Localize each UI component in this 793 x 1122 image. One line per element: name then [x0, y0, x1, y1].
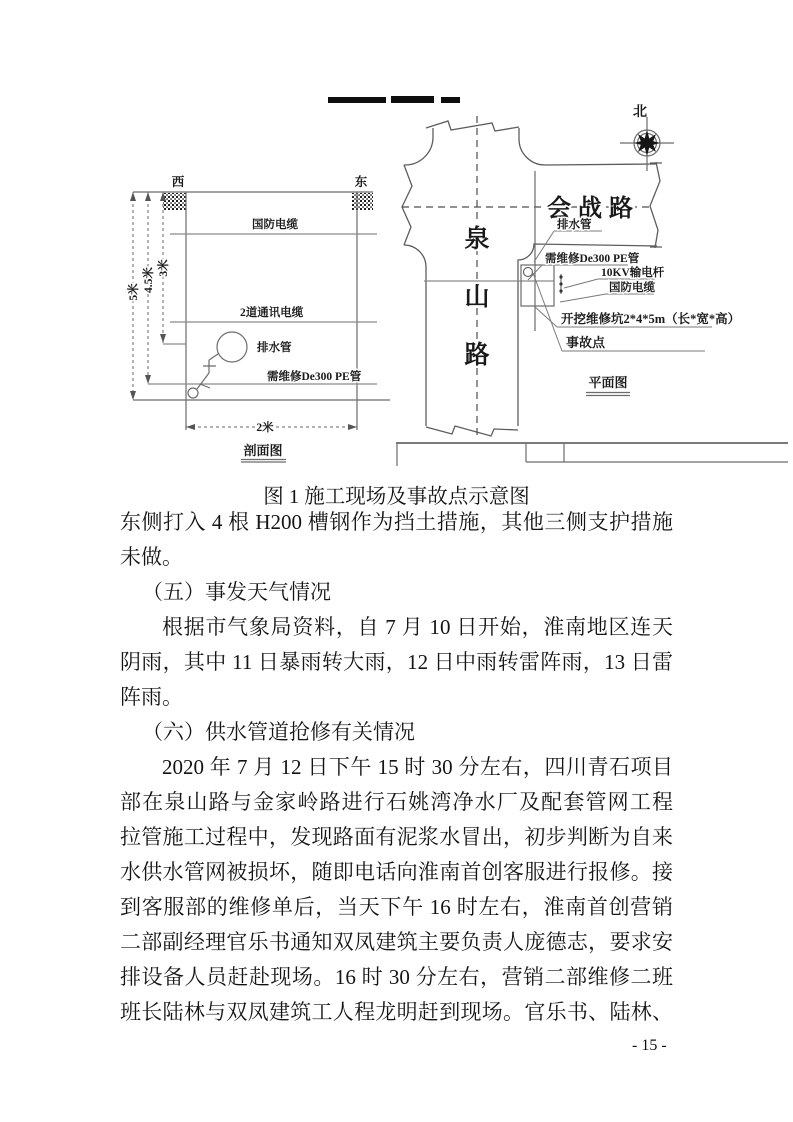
plan-defense-cable-label: 国防电缆	[609, 282, 655, 294]
section-heading-6: （六）供水管道抢修有关情况	[142, 720, 415, 744]
cable-leader	[560, 294, 654, 302]
section-view-title: 剖面图	[243, 443, 283, 458]
plan-view-title: 平面图	[588, 375, 628, 390]
road-break-right	[650, 162, 662, 248]
dim-5m-label: 5米	[128, 283, 140, 301]
page-number: - 15 -	[632, 1037, 667, 1054]
pipe-break-symbol	[188, 354, 218, 398]
accident-point-circle	[524, 268, 533, 277]
plan-drain-label: 排水管	[557, 219, 592, 231]
direction-east-label: 东	[354, 175, 368, 189]
body-line: 2020 年 7 月 12 日下午 15 时 30 分左右，四川青石项目	[162, 755, 673, 779]
power-pole-label: 10KV输电杆	[601, 267, 665, 279]
section-heading-5: （五）事发天气情况	[142, 580, 331, 604]
road-break-top	[426, 121, 519, 131]
defense-cable-label: 国防电缆	[252, 219, 298, 231]
drain-pipe-circle	[217, 332, 247, 362]
repair-pit-label: 开挖维修坑2*4*5m（长*宽*高）	[561, 312, 741, 326]
road-quanshan-char-3: 路	[464, 342, 490, 369]
comm-cable-label: 2道通讯电缆	[240, 307, 304, 319]
figure-1-drawing	[0, 0, 793, 478]
road-quanshan-char-2: 山	[464, 284, 490, 311]
road-break-left	[402, 165, 412, 245]
bottom-band-lines	[396, 443, 788, 466]
body-line: 到客服部的维修单后，当天下午 16 时左右，淮南首创营销	[120, 895, 673, 919]
body-line: 东侧打入 4 根 H200 槽钢作为挡土措施，其他三侧支护措施	[120, 510, 673, 534]
road-break-bottom	[426, 426, 518, 436]
body-line: 二部副经理官乐书通知双凤建筑主要负责人庞德志，要求安	[120, 930, 673, 954]
plan-title-underline	[586, 393, 630, 396]
body-line: 水供水管网被损坏，随即电话向淮南首创客服进行报修。接	[120, 860, 673, 884]
body-line: 部在泉山路与金家岭路进行石姚湾净水厂及配套管网工程	[120, 790, 673, 814]
section-title-underline	[241, 460, 286, 463]
direction-west-label: 西	[171, 175, 185, 189]
body-line: 根据市气象局资料，自 7 月 10 日开始，淮南地区连天	[162, 615, 673, 639]
section-view	[126, 174, 390, 462]
body-line: 拉管施工过程中，发现路面有泥浆水冒出，初步判断为自来	[120, 825, 673, 849]
soil-hatch-right	[352, 193, 373, 210]
body-line: 阴雨，其中 11 日暴雨转大雨，12 日中雨转雷阵雨，13 日雷	[120, 650, 673, 674]
compass-icon	[620, 117, 674, 171]
body-line: 未做。	[120, 545, 183, 569]
accident-point-label: 事故点	[566, 335, 606, 350]
body-line: 阵雨。	[120, 685, 183, 709]
dim-3m-label: 3米	[158, 259, 170, 277]
soil-hatch-left	[163, 193, 186, 210]
body-line: 排设备人员赶赴现场。16 时 30 分左右，营销二部维修二班	[120, 965, 673, 989]
dim-2m-label: 2米	[256, 422, 274, 434]
pe-pipe-label: 需维修De300 PE管	[267, 371, 362, 383]
road-quanshan-char-1: 泉	[464, 226, 490, 253]
dim-4-5m-label: 4.5米	[143, 267, 155, 293]
body-line: 班长陆林与双凤建筑工人程龙明赶到现场。官乐书、陆林、	[120, 1000, 673, 1024]
plan-pe-label: 需维修De300 PE管	[545, 253, 640, 265]
body-text	[120, 505, 673, 1030]
plan-view	[396, 104, 788, 466]
road-huizhan-label: 会战路	[547, 196, 640, 222]
drain-pipe-label: 排水管	[257, 342, 292, 354]
figure-caption: 图 1 施工现场及事故点示意图	[263, 486, 530, 508]
clipped-print-artifact	[328, 96, 460, 103]
north-label: 北	[633, 105, 647, 120]
power-pole-symbol	[559, 274, 562, 294]
